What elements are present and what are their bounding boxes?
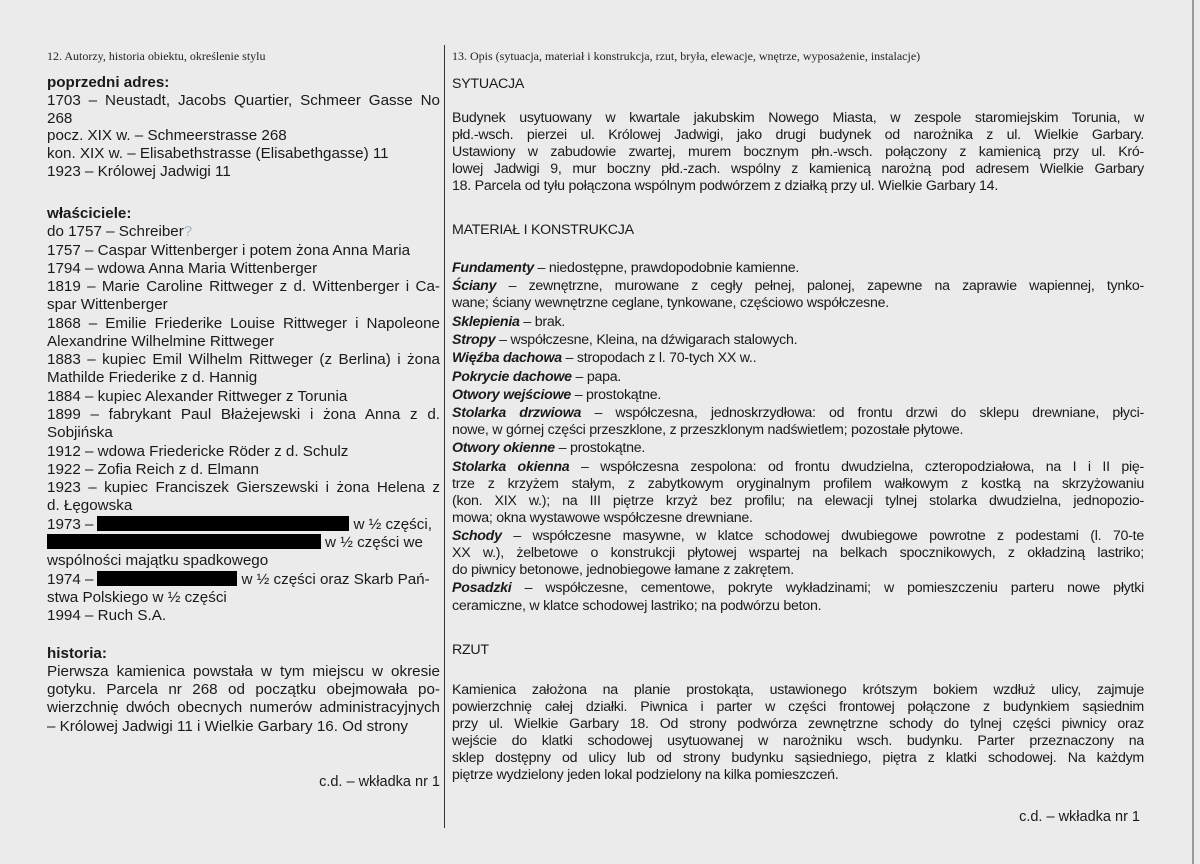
line-text: Kamienica założona na planie prostokąta, ustawionego krótszym bokiem wzdłuż ulicy, zajmuje [452, 682, 1144, 698]
line-text: – współczesne, Kleina, na dźwigarach stalowych. [495, 331, 798, 348]
line-text: – niedostępne, prawdopodobnie kamienne. [533, 260, 800, 276]
line-suffix: w ½ części we [325, 534, 423, 552]
line-text: wspólności majątku spadkowego [47, 552, 269, 570]
line-text: 268 [47, 109, 73, 127]
text-line [452, 177, 1144, 196]
redaction-box [97, 516, 349, 531]
section-12-header: 12. Autorzy, historia obiektu, określenie stylu [47, 49, 266, 63]
line-text: – współczesna, jednoskrzydłowa: od frontu drzwi do sklepu drewniane, płyci- [581, 405, 1144, 422]
text-line [452, 475, 1144, 492]
history-section [47, 645, 440, 735]
text-line [47, 663, 440, 681]
text-line [452, 368, 1144, 386]
line-text: 1884 – kupiec Alexander Rittweger z Torunia [47, 387, 348, 405]
section-heading: historia: [47, 645, 107, 662]
line-text: – zewnętrzne, murowane z cegły pełnej, palonej, zapewne na zaprawie wapiennej, tynko- [496, 278, 1144, 295]
text-line [452, 109, 1144, 126]
term-label: Stolarka okienna [452, 458, 570, 475]
text-line [452, 681, 1144, 698]
line-text: 1994 – Ruch S.A. [47, 607, 167, 625]
text-line [47, 388, 440, 406]
line-text: 1912 – wdowa Friedericke Röder z d. Schulz [47, 442, 349, 460]
line-text: do piwnicy betonowe, jednobiegowe łamane z zakrętem. [452, 562, 794, 579]
line-text: 1883 – kupiec Emil Wilhelm Rittweger (z Berlina) i żona [47, 351, 440, 369]
scan-edge [1192, 0, 1194, 864]
line-prefix: 1974 – [47, 570, 94, 588]
line-text: przy ul. Wielkie Garbary 18. Od strony podwórza zewnętrzne schody do tylnej części piwnicy oraz [452, 716, 1144, 733]
text-line [452, 143, 1144, 160]
plan-heading: RZUT [452, 642, 489, 658]
text-line [452, 715, 1144, 732]
text-line [47, 607, 440, 625]
text-line [452, 749, 1144, 766]
owners-section [47, 205, 440, 626]
line-text: 1794 – wdowa Anna Maria Wittenberger [47, 259, 318, 277]
text-line [452, 579, 1144, 596]
text-line [452, 160, 1144, 177]
text-line [452, 527, 1144, 544]
line-text: do 1757 – Schreiber [47, 223, 184, 241]
text-line [452, 597, 1144, 615]
text-line [47, 351, 440, 369]
line-text: 18. Parcela od tyłu połączona wspólnym podwórzem z działką przy ul. Wielkie Garbary 14. [452, 178, 999, 195]
previous-address-section [47, 74, 440, 180]
text-line [47, 92, 440, 110]
line-text: – Królowej Jadwigi 11 i Wielkie Garbary 16. Od strony [47, 717, 408, 735]
line-text: pocz. XIX w. – Schmeerstrasse 268 [47, 127, 287, 145]
line-text: nowe, w górnej części przeszklone, z przeszklonym nadświetlem; pozostałe płytowe. [452, 422, 964, 439]
line-text: płd.-wsch. pierzei ul. Królowej Jadwigi, jako drugi budynek od narożnika z ul. Wielkie Garbary. [452, 127, 1144, 144]
line-suffix: w ½ części, [353, 515, 432, 533]
text-line [452, 458, 1144, 475]
term-label: Stolarka drzwiowa [452, 405, 582, 422]
text-line [47, 163, 440, 181]
line-text: 1819 – Marie Caroline Rittweger z d. Wittenberger i Ca- [47, 278, 440, 296]
line-text: Ustawiony w zabudowie zwartej, murem bocznym płn.-wsch. połączony z kamienicą przy ul. Kró- [452, 144, 1144, 161]
line-text: Pierwsza kamienica powstała w tym miejscu w okresie [47, 662, 440, 680]
text-line [47, 516, 440, 534]
text-line [47, 571, 440, 589]
line-text: 1922 – Zofia Reich z d. Elmann [47, 460, 259, 478]
line-text: – prostokątne. [554, 440, 646, 457]
text-line [452, 439, 1144, 457]
left-continued-note: c.d. – wkładka nr 1 [319, 774, 440, 790]
text-line [452, 732, 1144, 749]
line-text: (kon. XIX w.); na III piętrze krzyż bez profilu; na elewacji tylnej stolarka dwudzielna, jednopozio- [452, 492, 1144, 509]
line-text: piętrze wydzielony jeden lokal podzielony na kilka pomieszczeń. [452, 767, 839, 784]
line-text: spar Wittenberger [47, 296, 168, 314]
text-line [452, 404, 1144, 421]
line-text: wierzchnię dwóch obecnych numerów administracyjnych [47, 699, 440, 717]
text-line [47, 681, 440, 699]
line-text: – współczesne, cementowe, pokryte wykładzinami; w pomieszczeniu parteru nowe płytki [511, 580, 1144, 597]
section-13-header: 13. Opis (sytuacja, materiał i konstrukcja, rzut, bryła, elewacje, wnętrze, wyposażenie, instalacje) [452, 49, 921, 63]
line-text: 1923 – Królowej Jadwigi 11 [47, 162, 231, 180]
text-line [452, 492, 1144, 509]
text-line [47, 333, 440, 351]
text-line [47, 424, 440, 442]
section-heading: właściciele: [47, 205, 132, 222]
line-prefix: 1973 – [47, 515, 94, 533]
line-text: – brak. [519, 313, 566, 330]
text-line [47, 699, 440, 717]
right-continued-note: c.d. – wkładka nr 1 [1019, 809, 1140, 825]
line-text: Budynek usytuowany w kwartale jakubskim Nowego Miasta, w zespole staromiejskim Torunia, w [452, 110, 1144, 126]
text-line [452, 331, 1144, 349]
text-line [452, 294, 1144, 312]
text-line [47, 145, 440, 163]
text-line [47, 110, 440, 128]
text-line [452, 561, 1144, 579]
construction-text [452, 259, 1144, 615]
situation-text [452, 109, 1144, 196]
line-text: – stropodach z l. 70-tych XX w.. [561, 350, 757, 367]
text-line [452, 509, 1144, 527]
term-label: Otwory okienne [452, 440, 555, 457]
line-text: 1757 – Caspar Wittenberger i potem żona Anna Maria [47, 241, 411, 259]
text-line [47, 497, 440, 515]
text-line [47, 296, 440, 314]
line-text: sklep dostępny od ulicy lub od strony budynku sąsiedniego, piętra z klatki schodowej. Na każdym [452, 750, 1144, 767]
line-text: kon. XIX w. – Elisabethstrasse (Elisabethgasse) 11 [47, 145, 389, 163]
uncertain-mark: ? [183, 223, 193, 241]
line-text: XX w.), żelbetowe o konstrukcji płytowej wspartej na belkach spocznikowych, z okładziną lastriko; [452, 545, 1144, 562]
line-text: mowa; okna wystawowe współczesne drewniane. [452, 509, 753, 526]
text-line [452, 126, 1144, 143]
text-line [452, 698, 1144, 715]
line-text: – współczesna zespolona: od frontu dwudzielna, czteropodziałowa, na I i II pię- [569, 458, 1144, 475]
text-line [47, 552, 440, 570]
line-text: d. Łęgowska [47, 497, 133, 515]
line-text: – papa. [571, 368, 622, 385]
plan-text [452, 681, 1144, 785]
text-line [47, 479, 440, 497]
term-label: Fundamenty [452, 260, 534, 276]
line-text: ceramiczne, w klatce schodowej lastriko; na podwórzu beton. [452, 597, 822, 614]
line-text: 1868 – Emilie Friederike Louise Rittweger i Napoleone [47, 314, 440, 332]
line-text: 1703 – Neustadt, Jacobs Quartier, Schmeer Gasse No [47, 91, 440, 109]
line-text: lowej Jadwigi 9, mur boczny płd.-zach. wspólny z kamienicą narożną pod adresem Wielkie Garbary [452, 161, 1144, 178]
situation-heading: SYTUACJA [452, 76, 525, 92]
text-line [47, 461, 440, 479]
term-label: Posadzki [452, 580, 512, 597]
line-text: powierzchnię całej działki. Piwnica i parter w części frontowej połączone z budynkiem sąsiednim [452, 699, 1144, 716]
line-text: gotyku. Parcela nr 268 od początku obejmowała po- [47, 681, 440, 699]
text-line [47, 534, 440, 552]
text-line [47, 443, 440, 461]
text-line [47, 260, 440, 278]
text-line [452, 421, 1144, 439]
text-line [452, 766, 1144, 785]
line-text: 1899 – fabrykant Paul Błażejewski i żona Anna z d. [47, 406, 440, 424]
line-text: – współczesne masywne, w klatce schodowej dwubiegowe powrotne z podestami (l. 70-te [501, 528, 1144, 545]
line-text: Alexandrine Wilhelmine Rittweger [47, 332, 275, 350]
term-label: Otwory wejściowe [452, 386, 571, 403]
redaction-box [97, 571, 237, 586]
text-line [47, 369, 440, 387]
text-line [452, 386, 1144, 404]
line-text: stwa Polskiego w ½ części [47, 588, 227, 606]
line-text: Sobjińska [47, 424, 113, 442]
line-text: 1923 – kupiec Franciszek Gierszewski i żona Helena z [47, 479, 440, 497]
text-line [452, 544, 1144, 561]
text-line [452, 313, 1144, 331]
term-label: Pokrycie dachowe [452, 368, 572, 385]
line-text: trze z krzyżem stałym, z zabytkowym oryginalnym profilem wałkowym z kostką na skrzyżowaniu [452, 475, 1144, 492]
text-line [452, 259, 1144, 277]
column-divider [444, 45, 445, 828]
text-line [452, 277, 1144, 294]
text-line [452, 349, 1144, 367]
redaction-box [47, 534, 321, 549]
section-heading: poprzedni adres: [47, 74, 170, 91]
term-label: Schody [452, 528, 502, 545]
text-line [47, 127, 440, 145]
construction-heading: MATERIAŁ I KONSTRUKCJA [452, 222, 634, 238]
line-text: wane; ściany wewnętrzne ceglane, tynkowane, częściowo współczesne. [452, 295, 889, 312]
text-line [47, 315, 440, 333]
text-line [47, 223, 440, 241]
term-label: Stropy [452, 331, 496, 348]
term-label: Sklepienia [452, 313, 520, 330]
line-suffix: w ½ części oraz Skarb Pań- [241, 570, 430, 588]
text-line [47, 589, 440, 607]
term-label: Więźba dachowa [452, 350, 562, 367]
line-text: – prostokątne. [571, 386, 662, 403]
line-text: Mathilde Friederike z d. Hannig [47, 369, 258, 387]
line-text: wejście do klatki schodowej usytuowanej w narożniku wsch. budynku. Parter przeznaczony na [452, 733, 1144, 750]
text-line [47, 718, 440, 736]
text-line [47, 406, 440, 424]
text-line [47, 278, 440, 296]
term-label: Ściany [452, 278, 497, 295]
text-line [47, 242, 440, 260]
